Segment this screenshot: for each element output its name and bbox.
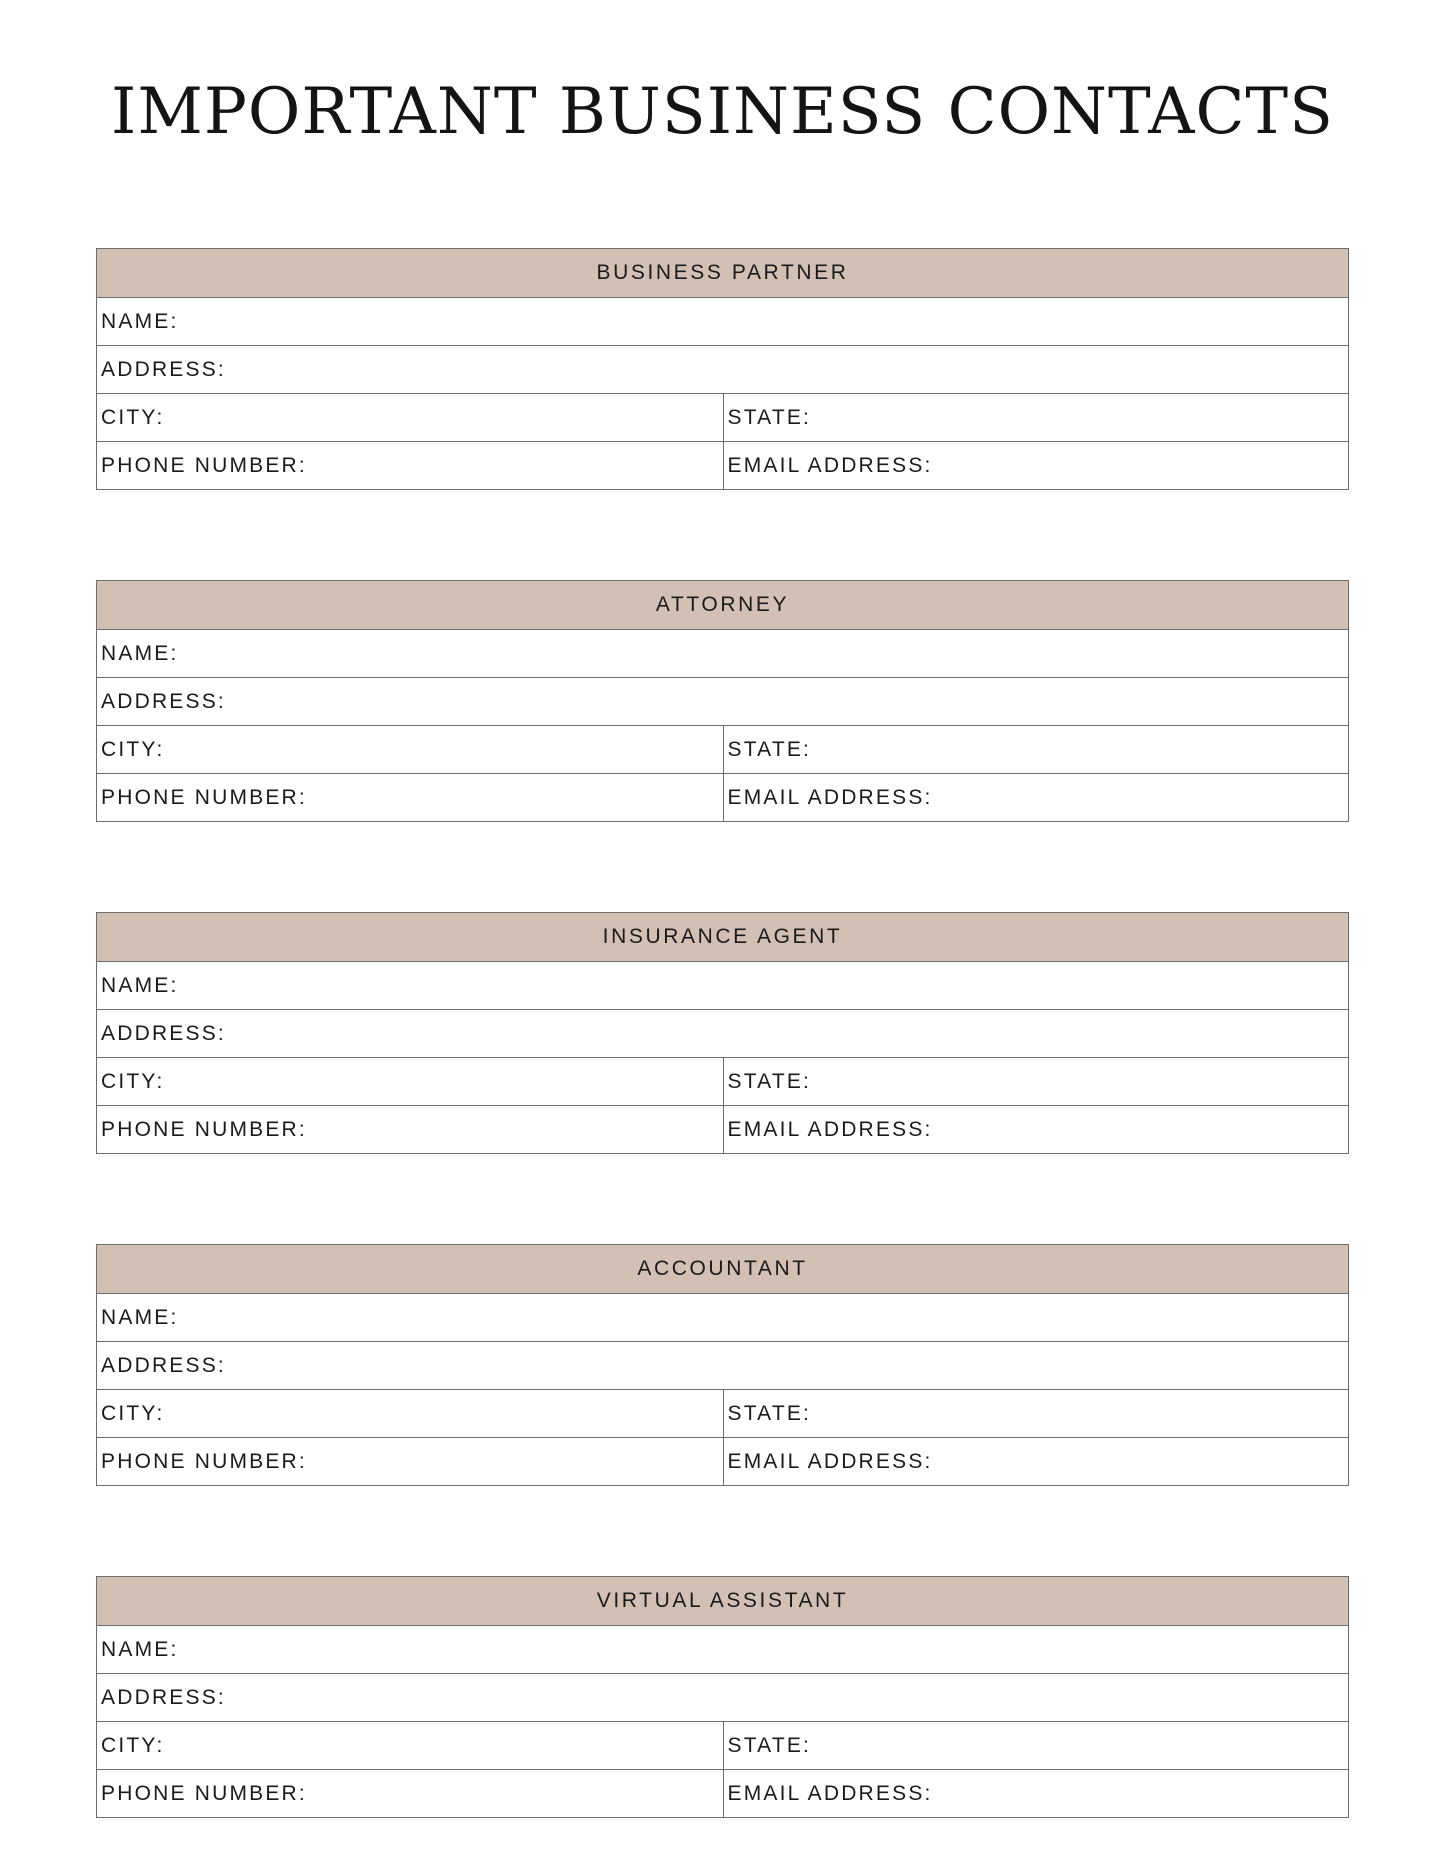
name-label: NAME: [101, 641, 179, 665]
city-label: CITY: [101, 737, 165, 761]
address-label: ADDRESS: [101, 689, 226, 713]
section-header [97, 249, 1348, 297]
city-label: CITY: [101, 1069, 165, 1093]
phone-label: PHONE NUMBER: [101, 1781, 307, 1805]
address-row [97, 1673, 1348, 1721]
section-header [97, 1245, 1348, 1293]
address-label: ADDRESS: [101, 1353, 226, 1377]
address-field[interactable] [97, 1342, 1348, 1389]
phone-field[interactable] [97, 774, 723, 821]
section-heading: INSURANCE AGENT [602, 925, 843, 948]
city-label: CITY: [101, 405, 165, 429]
city-field[interactable] [97, 1722, 723, 1769]
state-label: STATE: [727, 737, 812, 761]
phone-field[interactable] [97, 1106, 723, 1153]
name-field[interactable] [97, 630, 1348, 677]
state-label: STATE: [727, 1069, 812, 1093]
city-state-row [97, 1057, 1348, 1105]
address-label: ADDRESS: [101, 1685, 226, 1709]
address-label: ADDRESS: [101, 1021, 226, 1045]
city-field[interactable] [97, 1058, 723, 1105]
section-header [97, 581, 1348, 629]
name-label: NAME: [101, 973, 179, 997]
state-field[interactable] [723, 726, 1349, 773]
phone-label: PHONE NUMBER: [101, 1117, 307, 1141]
contact-section-attorney [96, 580, 1349, 822]
phone-email-row [97, 1105, 1348, 1153]
name-label: NAME: [101, 309, 179, 333]
name-row [97, 961, 1348, 1009]
state-field[interactable] [723, 1722, 1349, 1769]
phone-email-row [97, 773, 1348, 821]
section-header [97, 913, 1348, 961]
email-field[interactable] [723, 1106, 1349, 1153]
name-row [97, 297, 1348, 345]
name-label: NAME: [101, 1305, 179, 1329]
email-label: EMAIL ADDRESS: [727, 1117, 933, 1141]
address-row [97, 677, 1348, 725]
name-row [97, 1293, 1348, 1341]
state-field[interactable] [723, 1058, 1349, 1105]
name-row [97, 629, 1348, 677]
email-field[interactable] [723, 1438, 1349, 1485]
address-label: ADDRESS: [101, 357, 226, 381]
city-label: CITY: [101, 1401, 165, 1425]
name-field[interactable] [97, 1626, 1348, 1673]
state-label: STATE: [727, 1733, 812, 1757]
phone-field[interactable] [97, 442, 723, 489]
name-field[interactable] [97, 298, 1348, 345]
city-field[interactable] [97, 726, 723, 773]
address-row [97, 1009, 1348, 1057]
phone-label: PHONE NUMBER: [101, 453, 307, 477]
phone-email-row [97, 441, 1348, 489]
email-field[interactable] [723, 1770, 1349, 1817]
phone-label: PHONE NUMBER: [101, 785, 307, 809]
city-state-row [97, 1389, 1348, 1437]
contact-section-insurance-agent [96, 912, 1349, 1154]
address-field[interactable] [97, 1010, 1348, 1057]
phone-email-row [97, 1769, 1348, 1817]
section-heading: VIRTUAL ASSISTANT [596, 1589, 849, 1612]
city-field[interactable] [97, 1390, 723, 1437]
contact-section-virtual-assistant [96, 1576, 1349, 1818]
city-label: CITY: [101, 1733, 165, 1757]
city-field[interactable] [97, 394, 723, 441]
address-field[interactable] [97, 678, 1348, 725]
name-field[interactable] [97, 1294, 1348, 1341]
state-field[interactable] [723, 394, 1349, 441]
email-label: EMAIL ADDRESS: [727, 1449, 933, 1473]
section-heading: ATTORNEY [655, 593, 790, 616]
page-title: IMPORTANT BUSINESS CONTACTS [111, 75, 1334, 149]
email-label: EMAIL ADDRESS: [727, 453, 933, 477]
phone-field[interactable] [97, 1438, 723, 1485]
email-field[interactable] [723, 442, 1349, 489]
contact-section-business-partner [96, 248, 1349, 490]
email-label: EMAIL ADDRESS: [727, 785, 933, 809]
city-state-row [97, 1721, 1348, 1769]
section-header [97, 1577, 1348, 1625]
state-field[interactable] [723, 1390, 1349, 1437]
phone-field[interactable] [97, 1770, 723, 1817]
name-row [97, 1625, 1348, 1673]
state-label: STATE: [727, 1401, 812, 1425]
address-row [97, 345, 1348, 393]
address-row [97, 1341, 1348, 1389]
state-label: STATE: [727, 405, 812, 429]
name-label: NAME: [101, 1637, 179, 1661]
section-heading: ACCOUNTANT [637, 1257, 808, 1280]
phone-email-row [97, 1437, 1348, 1485]
section-heading: BUSINESS PARTNER [596, 261, 849, 284]
address-field[interactable] [97, 346, 1348, 393]
address-field[interactable] [97, 1674, 1348, 1721]
email-field[interactable] [723, 774, 1349, 821]
city-state-row [97, 393, 1348, 441]
name-field[interactable] [97, 962, 1348, 1009]
phone-label: PHONE NUMBER: [101, 1449, 307, 1473]
email-label: EMAIL ADDRESS: [727, 1781, 933, 1805]
city-state-row [97, 725, 1348, 773]
contact-section-accountant [96, 1244, 1349, 1486]
